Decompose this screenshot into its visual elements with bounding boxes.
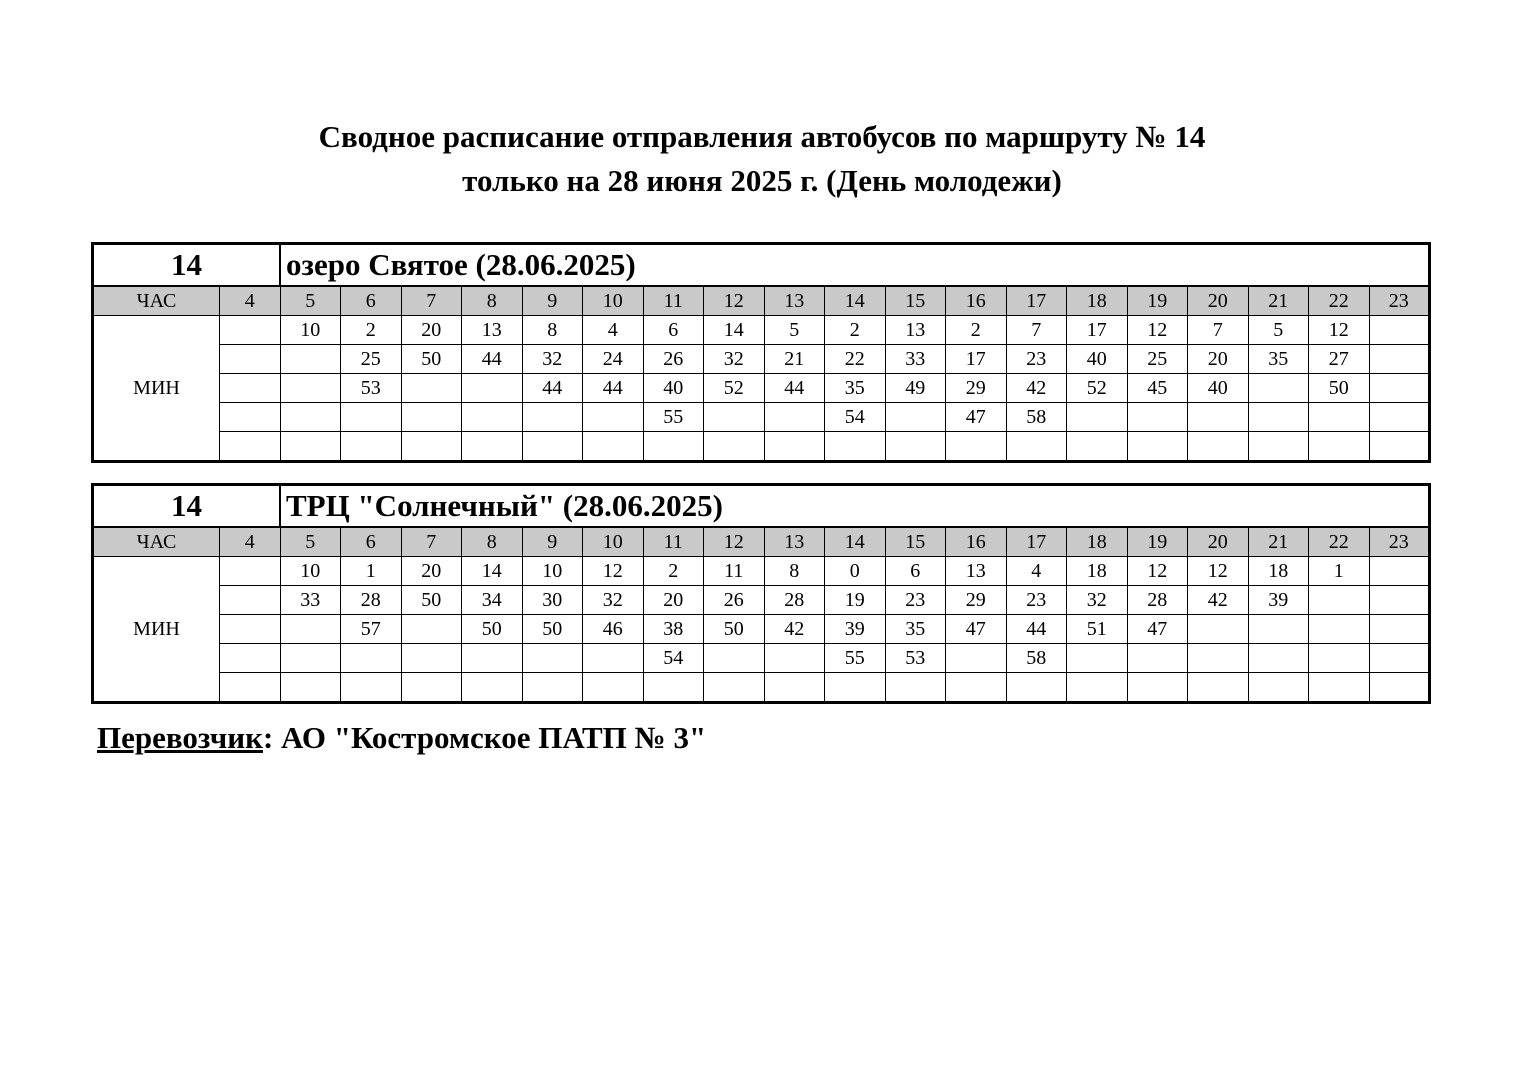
minute-cell bbox=[220, 586, 281, 615]
minute-cell bbox=[1309, 615, 1370, 644]
minute-cell: 32 bbox=[522, 345, 583, 374]
minute-cell: 19 bbox=[825, 586, 886, 615]
minute-cell: 2 bbox=[643, 557, 704, 586]
minute-cell bbox=[220, 615, 281, 644]
minute-cell: 1 bbox=[1309, 557, 1370, 586]
minute-cell bbox=[462, 644, 523, 673]
hour-cell: 23 bbox=[1369, 527, 1430, 557]
hour-cell: 18 bbox=[1067, 286, 1128, 316]
minute-cell bbox=[1248, 403, 1309, 432]
minute-cell: 50 bbox=[401, 586, 462, 615]
hour-cell: 21 bbox=[1248, 286, 1309, 316]
minutes-row bbox=[93, 673, 1430, 703]
minute-cell: 55 bbox=[825, 644, 886, 673]
minute-cell: 7 bbox=[1006, 316, 1067, 345]
minute-cell: 35 bbox=[885, 615, 946, 644]
hour-cell: 22 bbox=[1309, 527, 1370, 557]
minute-cell: 26 bbox=[643, 345, 704, 374]
hour-cell: 20 bbox=[1188, 527, 1249, 557]
minute-cell bbox=[1188, 403, 1249, 432]
minute-cell: 8 bbox=[522, 316, 583, 345]
minute-cell bbox=[1309, 644, 1370, 673]
minute-cell: 30 bbox=[522, 586, 583, 615]
minute-cell bbox=[1248, 374, 1309, 403]
hour-cell: 22 bbox=[1309, 286, 1370, 316]
page-title: Сводное расписание отправления автобусов по маршруту № 14 bbox=[318, 119, 1206, 154]
hour-cell: 7 bbox=[401, 286, 462, 316]
schedule-table-1 bbox=[91, 242, 1431, 463]
minute-cell bbox=[946, 673, 1007, 703]
hour-cell: 19 bbox=[1127, 527, 1188, 557]
minute-cell: 7 bbox=[1188, 316, 1249, 345]
minute-cell: 54 bbox=[825, 403, 886, 432]
minute-cell bbox=[1369, 673, 1430, 703]
minute-cell bbox=[1188, 673, 1249, 703]
minute-cell bbox=[1248, 615, 1309, 644]
minute-cell: 20 bbox=[401, 316, 462, 345]
hour-cell: 10 bbox=[583, 286, 644, 316]
carrier-label: Перевозчик bbox=[97, 720, 263, 755]
minute-cell bbox=[1248, 644, 1309, 673]
minute-cell bbox=[522, 644, 583, 673]
minute-cell bbox=[583, 432, 644, 462]
minute-cell: 5 bbox=[1248, 316, 1309, 345]
minute-cell: 39 bbox=[1248, 586, 1309, 615]
hour-cell: 18 bbox=[1067, 527, 1128, 557]
minute-cell: 54 bbox=[643, 644, 704, 673]
minute-cell: 8 bbox=[764, 557, 825, 586]
hour-cell: 23 bbox=[1369, 286, 1430, 316]
minute-cell bbox=[280, 644, 341, 673]
minute-cell bbox=[401, 403, 462, 432]
minute-cell: 12 bbox=[1188, 557, 1249, 586]
minute-cell bbox=[1369, 557, 1430, 586]
minute-cell: 2 bbox=[825, 316, 886, 345]
minute-cell: 20 bbox=[401, 557, 462, 586]
minutes-row bbox=[93, 403, 1430, 432]
hour-cell: 20 bbox=[1188, 286, 1249, 316]
minute-cell bbox=[643, 673, 704, 703]
minute-cell: 23 bbox=[885, 586, 946, 615]
hour-cell: 15 bbox=[885, 286, 946, 316]
hour-cell: 21 bbox=[1248, 527, 1309, 557]
minute-cell bbox=[280, 403, 341, 432]
minute-cell: 47 bbox=[1127, 615, 1188, 644]
stop-name: озеро Святое (28.06.2025) bbox=[280, 244, 1430, 287]
minutes-row bbox=[93, 374, 1430, 403]
minute-cell: 28 bbox=[1127, 586, 1188, 615]
minute-cell: 20 bbox=[643, 586, 704, 615]
hour-cell: 16 bbox=[946, 527, 1007, 557]
minute-label: МИН bbox=[93, 316, 220, 462]
minute-cell bbox=[1369, 586, 1430, 615]
minute-cell bbox=[1127, 432, 1188, 462]
minute-cell: 2 bbox=[946, 316, 1007, 345]
minute-cell: 52 bbox=[1067, 374, 1128, 403]
hour-cell: 8 bbox=[462, 527, 523, 557]
minutes-row bbox=[93, 557, 1430, 586]
minute-cell bbox=[1309, 673, 1370, 703]
hour-cell: 14 bbox=[825, 527, 886, 557]
minute-cell bbox=[280, 673, 341, 703]
carrier-name: : АО "Костромское ПАТП № 3" bbox=[262, 720, 707, 755]
minute-cell bbox=[1369, 403, 1430, 432]
minute-cell: 33 bbox=[885, 345, 946, 374]
minute-cell bbox=[280, 432, 341, 462]
minutes-row bbox=[93, 586, 1430, 615]
hour-cell: 7 bbox=[401, 527, 462, 557]
minute-cell: 58 bbox=[1006, 644, 1067, 673]
minute-cell bbox=[1188, 615, 1249, 644]
minute-cell bbox=[220, 432, 281, 462]
minute-cell: 23 bbox=[1006, 345, 1067, 374]
minute-cell bbox=[704, 432, 765, 462]
minute-cell: 49 bbox=[885, 374, 946, 403]
hour-cell: 5 bbox=[280, 286, 341, 316]
minute-cell bbox=[1309, 586, 1370, 615]
minute-cell: 25 bbox=[341, 345, 402, 374]
minute-cell: 55 bbox=[643, 403, 704, 432]
minute-cell bbox=[220, 403, 281, 432]
minute-cell bbox=[280, 345, 341, 374]
minute-cell: 14 bbox=[462, 557, 523, 586]
minutes-row bbox=[93, 644, 1430, 673]
minute-cell bbox=[1369, 374, 1430, 403]
table-header-row bbox=[93, 485, 1430, 528]
minute-cell: 29 bbox=[946, 374, 1007, 403]
hour-cell: 4 bbox=[220, 286, 281, 316]
minutes-row bbox=[93, 316, 1430, 345]
hour-cell: 14 bbox=[825, 286, 886, 316]
minute-cell: 23 bbox=[1006, 586, 1067, 615]
minute-cell bbox=[764, 673, 825, 703]
minute-cell bbox=[1127, 673, 1188, 703]
minute-cell bbox=[885, 673, 946, 703]
minute-cell bbox=[341, 673, 402, 703]
minute-cell bbox=[220, 557, 281, 586]
hour-cell: 13 bbox=[764, 286, 825, 316]
minute-cell: 18 bbox=[1248, 557, 1309, 586]
hour-cell: 9 bbox=[522, 286, 583, 316]
minute-cell bbox=[825, 673, 886, 703]
minute-cell: 42 bbox=[1006, 374, 1067, 403]
minute-cell bbox=[704, 673, 765, 703]
minute-cell bbox=[1006, 432, 1067, 462]
minute-cell: 5 bbox=[764, 316, 825, 345]
minute-cell: 44 bbox=[1006, 615, 1067, 644]
minute-cell: 57 bbox=[341, 615, 402, 644]
minute-cell: 12 bbox=[583, 557, 644, 586]
minute-cell bbox=[946, 432, 1007, 462]
minute-cell: 46 bbox=[583, 615, 644, 644]
minute-cell bbox=[522, 432, 583, 462]
minute-cell: 42 bbox=[764, 615, 825, 644]
stop-name: ТРЦ "Солнечный" (28.06.2025) bbox=[280, 485, 1430, 528]
minute-cell: 44 bbox=[583, 374, 644, 403]
minutes-row bbox=[93, 432, 1430, 462]
hour-cell: 8 bbox=[462, 286, 523, 316]
hour-cell: 17 bbox=[1006, 527, 1067, 557]
minute-cell bbox=[885, 432, 946, 462]
minute-cell bbox=[1127, 644, 1188, 673]
hours-row bbox=[93, 527, 1430, 557]
minute-cell: 6 bbox=[885, 557, 946, 586]
minute-cell: 14 bbox=[704, 316, 765, 345]
minute-cell: 39 bbox=[825, 615, 886, 644]
minute-cell bbox=[401, 644, 462, 673]
minutes-row bbox=[93, 345, 1430, 374]
hour-label: ЧАС bbox=[93, 527, 220, 557]
minute-cell bbox=[1369, 615, 1430, 644]
minute-cell: 29 bbox=[946, 586, 1007, 615]
minute-cell: 32 bbox=[704, 345, 765, 374]
minute-cell bbox=[401, 432, 462, 462]
minute-cell: 40 bbox=[643, 374, 704, 403]
minute-cell: 13 bbox=[885, 316, 946, 345]
hour-cell: 12 bbox=[704, 286, 765, 316]
minute-cell bbox=[1067, 432, 1128, 462]
minute-cell bbox=[1369, 644, 1430, 673]
minute-cell: 26 bbox=[704, 586, 765, 615]
minute-cell: 32 bbox=[583, 586, 644, 615]
minute-cell bbox=[1067, 644, 1128, 673]
minute-cell bbox=[1188, 432, 1249, 462]
minute-cell: 38 bbox=[643, 615, 704, 644]
hour-cell: 5 bbox=[280, 527, 341, 557]
minute-cell bbox=[704, 644, 765, 673]
hour-cell: 4 bbox=[220, 527, 281, 557]
minute-cell bbox=[341, 644, 402, 673]
hour-cell: 12 bbox=[704, 527, 765, 557]
minute-cell bbox=[280, 615, 341, 644]
minute-cell bbox=[643, 432, 704, 462]
minute-cell: 1 bbox=[341, 557, 402, 586]
minute-cell: 40 bbox=[1188, 374, 1249, 403]
hour-cell: 15 bbox=[885, 527, 946, 557]
minute-cell: 28 bbox=[341, 586, 402, 615]
minute-cell bbox=[583, 644, 644, 673]
hours-row bbox=[93, 286, 1430, 316]
minute-cell: 21 bbox=[764, 345, 825, 374]
hour-cell: 6 bbox=[341, 527, 402, 557]
minute-cell bbox=[462, 432, 523, 462]
minute-cell: 45 bbox=[1127, 374, 1188, 403]
minute-cell bbox=[1309, 403, 1370, 432]
minute-cell: 44 bbox=[462, 345, 523, 374]
minute-cell: 12 bbox=[1127, 557, 1188, 586]
page-subtitle: только на 28 июня 2025 г. (День молодежи) bbox=[462, 163, 1062, 198]
minute-cell: 33 bbox=[280, 586, 341, 615]
route-number: 14 bbox=[93, 244, 281, 287]
carrier-info bbox=[97, 718, 706, 758]
minute-cell: 20 bbox=[1188, 345, 1249, 374]
minute-cell bbox=[946, 644, 1007, 673]
minute-cell: 12 bbox=[1127, 316, 1188, 345]
minute-cell bbox=[401, 615, 462, 644]
minute-cell bbox=[462, 403, 523, 432]
minute-cell: 40 bbox=[1067, 345, 1128, 374]
minute-cell: 6 bbox=[643, 316, 704, 345]
minute-cell: 10 bbox=[280, 316, 341, 345]
minute-cell bbox=[1127, 403, 1188, 432]
minute-cell: 0 bbox=[825, 557, 886, 586]
minute-cell bbox=[1188, 644, 1249, 673]
minute-cell: 50 bbox=[704, 615, 765, 644]
minute-cell: 17 bbox=[1067, 316, 1128, 345]
hour-cell: 16 bbox=[946, 286, 1007, 316]
hour-cell: 11 bbox=[643, 527, 704, 557]
minute-cell bbox=[522, 403, 583, 432]
minute-cell bbox=[1369, 345, 1430, 374]
minute-cell: 58 bbox=[1006, 403, 1067, 432]
hour-cell: 13 bbox=[764, 527, 825, 557]
hour-label: ЧАС bbox=[93, 286, 220, 316]
minute-cell bbox=[1309, 432, 1370, 462]
minute-cell bbox=[462, 374, 523, 403]
minute-cell bbox=[220, 374, 281, 403]
hour-cell: 6 bbox=[341, 286, 402, 316]
schedule-table-2 bbox=[91, 483, 1431, 704]
minute-cell: 10 bbox=[280, 557, 341, 586]
minute-cell: 12 bbox=[1309, 316, 1370, 345]
minute-cell bbox=[1006, 673, 1067, 703]
minute-cell bbox=[1067, 403, 1128, 432]
minute-cell: 47 bbox=[946, 403, 1007, 432]
minute-cell bbox=[280, 374, 341, 403]
minute-cell: 34 bbox=[462, 586, 523, 615]
minute-cell: 32 bbox=[1067, 586, 1128, 615]
hour-cell: 11 bbox=[643, 286, 704, 316]
minute-cell: 50 bbox=[462, 615, 523, 644]
minute-cell: 11 bbox=[704, 557, 765, 586]
minute-cell: 25 bbox=[1127, 345, 1188, 374]
minute-cell: 18 bbox=[1067, 557, 1128, 586]
minute-cell: 4 bbox=[583, 316, 644, 345]
minute-cell bbox=[885, 403, 946, 432]
minute-cell: 2 bbox=[341, 316, 402, 345]
hour-cell: 9 bbox=[522, 527, 583, 557]
hour-cell: 19 bbox=[1127, 286, 1188, 316]
minute-cell bbox=[1067, 673, 1128, 703]
minute-cell bbox=[220, 644, 281, 673]
route-number: 14 bbox=[93, 485, 281, 528]
minute-cell: 47 bbox=[946, 615, 1007, 644]
minute-cell bbox=[1248, 432, 1309, 462]
minutes-row bbox=[93, 615, 1430, 644]
minute-cell: 52 bbox=[704, 374, 765, 403]
minute-cell bbox=[764, 403, 825, 432]
minute-cell: 53 bbox=[885, 644, 946, 673]
minute-cell bbox=[341, 403, 402, 432]
minute-cell: 51 bbox=[1067, 615, 1128, 644]
minute-cell bbox=[1369, 316, 1430, 345]
minute-cell bbox=[764, 432, 825, 462]
minute-cell: 35 bbox=[825, 374, 886, 403]
minute-cell: 10 bbox=[522, 557, 583, 586]
minute-cell: 35 bbox=[1248, 345, 1309, 374]
hour-cell: 10 bbox=[583, 527, 644, 557]
minute-cell: 50 bbox=[401, 345, 462, 374]
minute-cell: 53 bbox=[341, 374, 402, 403]
minute-cell bbox=[220, 673, 281, 703]
minute-cell bbox=[401, 374, 462, 403]
minute-cell: 13 bbox=[946, 557, 1007, 586]
minute-cell bbox=[764, 644, 825, 673]
minute-cell: 27 bbox=[1309, 345, 1370, 374]
minute-cell bbox=[522, 673, 583, 703]
minute-cell bbox=[583, 673, 644, 703]
minute-cell: 50 bbox=[1309, 374, 1370, 403]
minute-cell: 22 bbox=[825, 345, 886, 374]
minute-cell bbox=[1369, 432, 1430, 462]
minute-cell bbox=[583, 403, 644, 432]
minute-cell bbox=[825, 432, 886, 462]
minute-cell bbox=[1248, 673, 1309, 703]
minute-cell bbox=[220, 316, 281, 345]
minute-cell: 17 bbox=[946, 345, 1007, 374]
minute-cell: 44 bbox=[522, 374, 583, 403]
minute-label: МИН bbox=[93, 557, 220, 703]
minute-cell bbox=[401, 673, 462, 703]
minute-cell: 4 bbox=[1006, 557, 1067, 586]
minute-cell bbox=[704, 403, 765, 432]
minute-cell: 50 bbox=[522, 615, 583, 644]
minute-cell: 13 bbox=[462, 316, 523, 345]
minute-cell: 28 bbox=[764, 586, 825, 615]
minute-cell: 42 bbox=[1188, 586, 1249, 615]
minute-cell: 44 bbox=[764, 374, 825, 403]
minute-cell: 24 bbox=[583, 345, 644, 374]
hour-cell: 17 bbox=[1006, 286, 1067, 316]
minute-cell bbox=[220, 345, 281, 374]
minute-cell bbox=[341, 432, 402, 462]
table-header-row bbox=[93, 244, 1430, 287]
minute-cell bbox=[462, 673, 523, 703]
